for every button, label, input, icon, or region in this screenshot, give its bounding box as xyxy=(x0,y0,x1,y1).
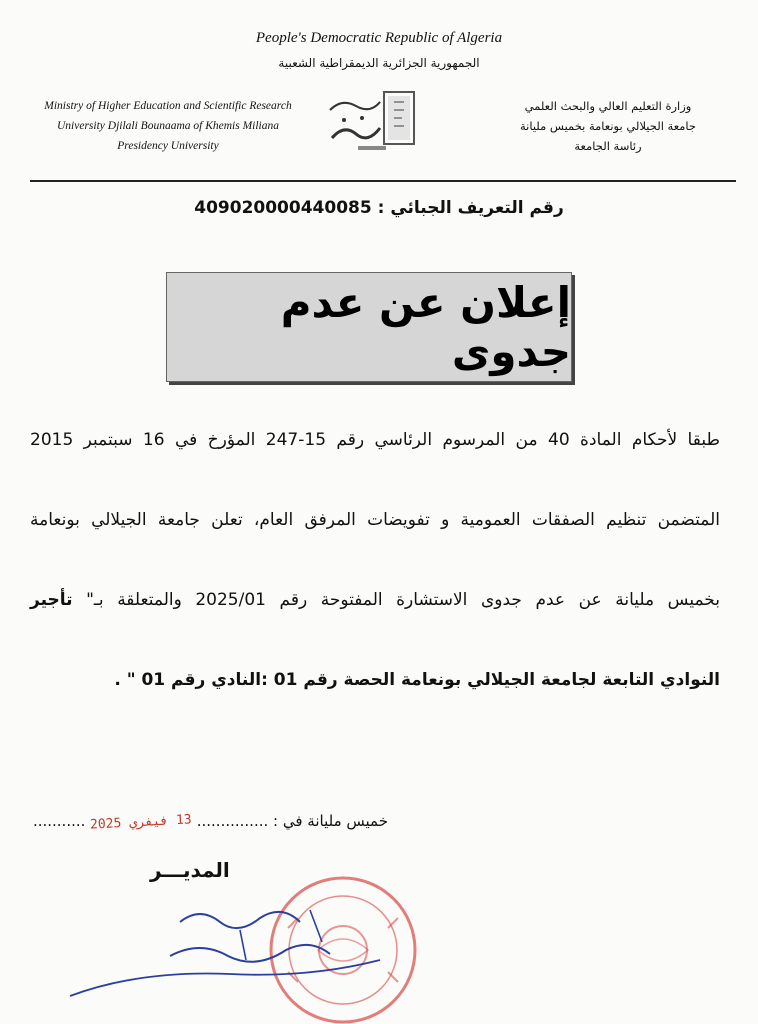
announcement-title-box xyxy=(166,272,572,382)
body-line-3-bold: تأجير xyxy=(30,590,73,610)
presidency-en: Presidency University xyxy=(117,140,219,152)
trailing-dots: ........... xyxy=(32,812,86,830)
signature xyxy=(60,900,390,1010)
body-line-3-text: بخميس مليانة عن عدم جدوى الاستشارة المفتوحة رقم 2025/01 والمتعلقة بـ" xyxy=(86,590,721,610)
tax-id-value: 409020000440085 xyxy=(194,198,372,218)
announcement-title: إعلان عن عدم جدوى xyxy=(280,278,571,376)
tax-id xyxy=(0,198,758,218)
university-name-ar: جامعة الجيلالي بونعامة بخميس مليانة xyxy=(519,119,697,133)
date-stamp: 13 فيفري 2025 xyxy=(89,812,193,833)
announcement-body xyxy=(30,420,720,740)
ministry-name-en: Ministry of Higher Education and Scientific Research xyxy=(44,100,292,112)
header-right-block xyxy=(488,96,728,156)
country-name-ar: الجمهورية الجزائرية الديمقراطية الشعبية xyxy=(278,56,480,70)
header-divider xyxy=(30,180,736,182)
body-line-4: النوادي التابعة لجامعة الجيلالي بونعامة الحصة رقم 01 :النادي رقم 01 " . xyxy=(114,670,720,690)
director-label: المديـــر xyxy=(150,858,230,882)
body-line-3 xyxy=(30,580,720,660)
tax-id-label: رقم التعريف الجبائي : xyxy=(377,198,564,218)
country-name-en: People's Democratic Republic of Algeria xyxy=(255,30,503,46)
body-line-2: المتضمن تنظيم الصفقات العمومية و تفويضات المرفق العام، تعلن جامعة الجيلالي بونعامة xyxy=(30,510,720,530)
place-label: خميس مليانة في : xyxy=(273,812,388,830)
place-dots: ............... xyxy=(196,812,269,830)
university-logo xyxy=(322,88,422,154)
university-name-en: University Djilali Bounaama of Khemis Miliana xyxy=(57,120,279,132)
ministry-name-ar: وزارة التعليم العالي والبحث العلمي xyxy=(524,99,692,113)
body-line-1: طبقا لأحكام المادة 40 من المرسوم الرئاسي رقم 15-247 المؤرخ في 16 سبتمبر 2015 xyxy=(30,430,720,450)
place-and-date xyxy=(32,812,388,833)
presidency-ar: رئاسة الجامعة xyxy=(574,139,642,153)
header-left-block xyxy=(18,96,318,156)
